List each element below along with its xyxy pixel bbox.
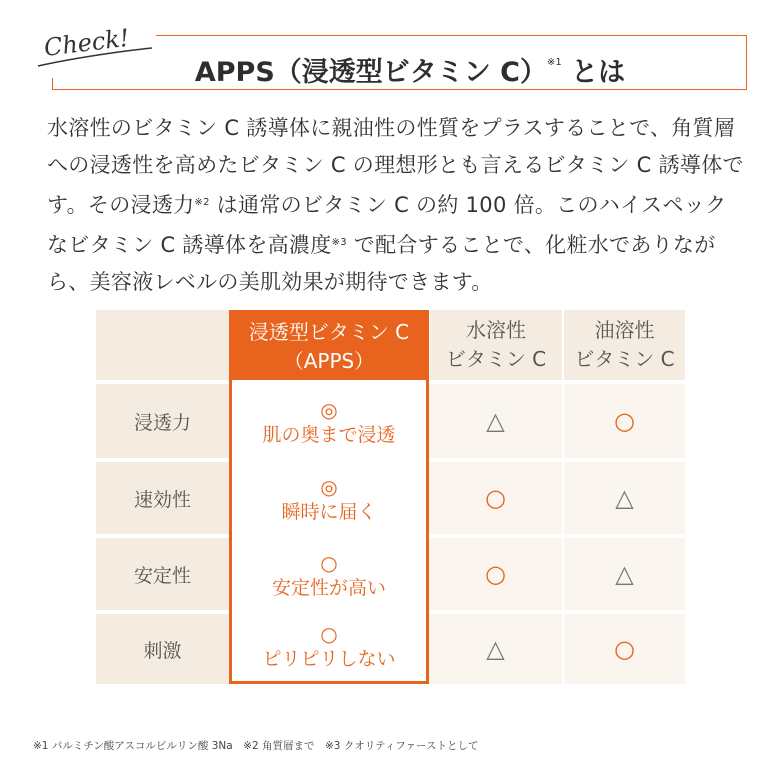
column-header-water-line2: ビタミン C <box>445 347 547 371</box>
column-header-oil-line1: 油溶性 <box>594 318 655 342</box>
column-header-apps <box>232 313 426 380</box>
title-footnote-ref: ※1 <box>546 57 562 68</box>
intro-paragraph <box>47 110 747 301</box>
rating-mark: ◎ <box>320 398 338 422</box>
row-label-penetration <box>96 384 229 458</box>
column-header-oil <box>562 310 685 380</box>
page-title <box>150 35 670 90</box>
rating-mark: ◎ <box>320 475 338 499</box>
rating-mark: ○ <box>320 551 338 575</box>
intro-part1: 水溶性のビタミン C 誘導体に親油性の性質をプラスすることで、角質層への浸透性を高めたビタミン C の理想形とも言えるビタミン C 誘導体です。その浸透力 <box>47 116 744 217</box>
row-label-text: 浸透力 <box>133 411 191 434</box>
footnote: ※1 パルミチン酸アスコルビルリン酸 3Na ※2 角質層まで ※3 クオリティファーストとして <box>33 740 479 752</box>
row-label-speed <box>96 462 229 534</box>
intro-part3: で配合することで、化粧水でありながら、美容液レベルの美肌効果が期待できます。 <box>47 233 716 294</box>
check-label-text: Check! <box>42 23 131 63</box>
page-title-main: APPS（浸透型ビタミン C） <box>194 57 547 88</box>
column-header-oil-line2: ビタミン C <box>574 347 675 371</box>
row-label-text: 速効性 <box>133 488 191 511</box>
cell-oil-irritation <box>564 614 685 684</box>
rating-mark: ○ <box>485 484 506 512</box>
row-label-text: 刺激 <box>143 639 182 662</box>
column-header-water <box>429 310 562 380</box>
cell-oil-penetration <box>564 384 685 458</box>
cell-apps-irritation <box>232 612 426 681</box>
cell-apps-stability <box>232 538 426 614</box>
rating-mark: △ <box>486 635 505 663</box>
row-label-stability <box>96 538 229 610</box>
cell-water-penetration <box>429 384 562 458</box>
column-header-apps-line1: 浸透型ビタミン C <box>248 319 410 344</box>
apps-cell-text: 肌の奥まで浸透 <box>262 424 396 446</box>
intro-note2: ※2 <box>194 197 210 208</box>
intro-note3: ※3 <box>331 237 347 248</box>
rating-mark: ○ <box>614 635 635 663</box>
rating-mark: ○ <box>614 407 635 435</box>
comparison-table <box>96 310 685 684</box>
intro-part2: は通常のビタミン C の約 100 倍。このハイスペックなビタミン C 誘導体を高濃度 <box>47 193 727 257</box>
cell-water-speed <box>429 462 562 534</box>
rating-mark: ○ <box>485 560 506 588</box>
rating-mark: ○ <box>320 621 338 646</box>
page-title-suffix: とは <box>561 57 626 88</box>
row-label-text: 安定性 <box>133 564 191 587</box>
rating-mark: △ <box>486 407 505 435</box>
apps-cell-text: 安定性が高い <box>271 577 386 599</box>
rating-mark: △ <box>615 560 634 588</box>
cell-oil-stability <box>564 538 685 610</box>
apps-cell-text: ピリピリしない <box>262 647 396 670</box>
apps-cell-text: 瞬時に届く <box>281 501 377 523</box>
cell-oil-speed <box>564 462 685 534</box>
column-header-water-line1: 水溶性 <box>466 318 526 342</box>
cell-apps-penetration <box>232 385 426 461</box>
table-corner-cell <box>96 310 229 380</box>
apps-column <box>229 310 429 684</box>
cell-apps-speed <box>232 462 426 538</box>
row-label-irritation <box>96 614 229 684</box>
cell-water-stability <box>429 538 562 610</box>
column-header-apps-line2: （APPS） <box>283 348 375 373</box>
cell-water-irritation <box>429 614 562 684</box>
rating-mark: △ <box>615 484 634 512</box>
check-label <box>34 14 156 78</box>
